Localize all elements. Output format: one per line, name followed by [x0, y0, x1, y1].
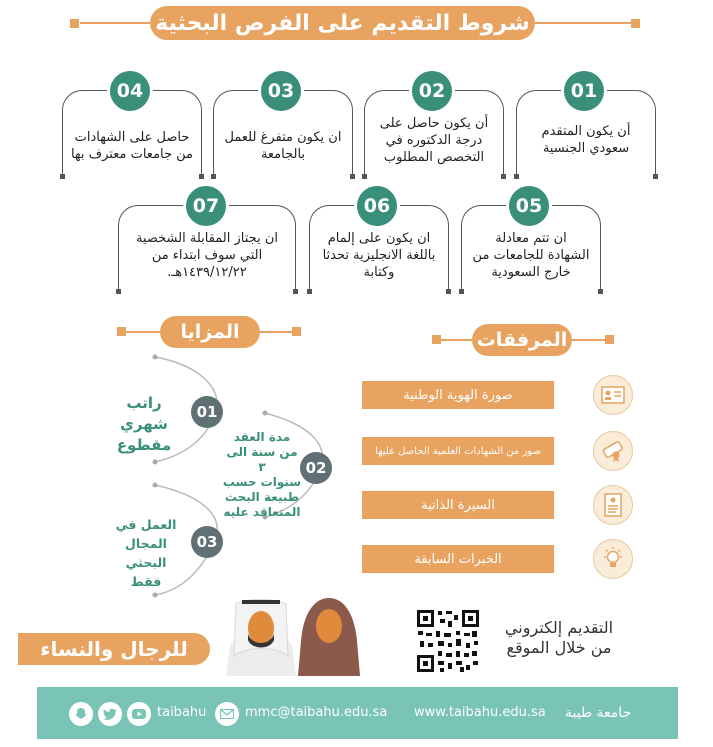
title-deco-line-left — [80, 22, 150, 24]
condition-01-line-1: أن يكون المتقدم — [541, 124, 631, 139]
advantage-02-line-2: من سنة الى ٣ — [226, 445, 298, 474]
advantages-deco-line-left — [126, 331, 164, 333]
man-figure-icon — [226, 596, 296, 676]
attachments-deco-dot-left — [432, 335, 441, 344]
advantage-03-line-2: المجال البحثي — [125, 536, 167, 570]
advantage-03-line-3: فقط — [130, 574, 162, 589]
condition-06-line-3: وكتابة — [363, 265, 395, 280]
condition-05-line-3: خارج السعودية — [491, 265, 571, 280]
advantages-deco-line-right — [258, 331, 292, 333]
email-icon — [215, 702, 239, 726]
page-title: شروط التقديم على الفرص البحثية — [150, 6, 535, 40]
condition-02-line-2: درجة الدكتوره في — [385, 133, 483, 148]
lightbulb-icon — [593, 539, 633, 579]
condition-02-line-1: أن يكون حاصل على — [379, 116, 489, 131]
advantages-deco-dot-left — [117, 327, 126, 336]
advantage-text-01 — [100, 393, 188, 456]
snapchat-icon[interactable] — [69, 702, 93, 726]
qr-code[interactable] — [416, 609, 480, 673]
attachments-title: المرفقات — [472, 324, 572, 356]
advantage-02-line-4: طبيعة البحث — [224, 490, 300, 504]
condition-03-line-2: بالجامعة — [260, 147, 306, 162]
condition-04-line-1: حاصل على الشهادات — [74, 130, 190, 145]
condition-06-line-2: باللغة الانجليزية تحدثا — [322, 248, 436, 263]
title-deco-line-right — [535, 22, 631, 24]
attachment-bar-4: الخبرات السابقة — [362, 545, 554, 573]
footer-social-handle: taibahu — [157, 705, 207, 720]
attachment-bar-3: السيرة الذاتية — [362, 491, 554, 519]
attachment-bar-1: صورة الهوية الوطنية — [362, 381, 554, 409]
audience-banner: للرجال والنساء — [18, 633, 210, 665]
advantages-deco-dot-right — [292, 327, 301, 336]
advantage-badge-01: 01 — [191, 396, 223, 428]
advantage-text-03 — [103, 515, 189, 591]
attachments-deco-line-right — [571, 339, 605, 341]
condition-05-line-1: ان تتم معادلة — [495, 231, 567, 246]
condition-badge-02: 02 — [409, 68, 455, 114]
title-deco-dot-right — [631, 19, 640, 28]
condition-badge-05: 05 — [506, 183, 552, 229]
condition-03-line-1: ان يكون متفرغ للعمل — [224, 130, 342, 145]
attachment-bar-2: صور من الشهادات العلمية الحاصل عليها — [362, 437, 554, 465]
advantages-title: المزايا — [160, 316, 260, 348]
advantage-badge-03: 03 — [191, 526, 223, 558]
twitter-icon[interactable] — [98, 702, 122, 726]
footer-website-link[interactable]: www.taibahu.edu.sa — [414, 705, 546, 720]
advantage-text-02 — [222, 430, 302, 520]
condition-05-line-2: الشهادة للجامعات من — [472, 248, 590, 263]
advantage-01-line-2: مقطوع — [116, 436, 172, 454]
apply-line-1: التقديم إلكتروني — [504, 618, 614, 637]
condition-badge-04: 04 — [107, 68, 153, 114]
condition-07-line-3: ١٤٣٩/١٢/٢٢هـ. — [167, 265, 247, 280]
certificate-icon — [593, 431, 633, 471]
youtube-icon[interactable] — [127, 702, 151, 726]
condition-02-line-3: التخصص المطلوب — [383, 150, 485, 165]
condition-06-line-1: ان يكون على إلمام — [327, 231, 431, 246]
woman-figure-icon — [298, 596, 360, 676]
condition-07-line-2: التي سوف ابتداء من — [151, 248, 263, 263]
condition-04-line-2: من جامعات معترف بها — [70, 147, 194, 162]
condition-badge-07: 07 — [183, 183, 229, 229]
condition-badge-01: 01 — [561, 68, 607, 114]
attachments-deco-dot-right — [605, 335, 614, 344]
condition-badge-03: 03 — [258, 68, 304, 114]
advantage-03-line-1: العمل في — [115, 517, 177, 532]
condition-01-line-2: سعودي الجنسية — [542, 141, 630, 156]
advantage-02-line-5: المتعاقد عليه — [223, 505, 301, 519]
apply-text — [490, 618, 628, 658]
advantage-01-line-1: راتب شهري — [120, 394, 168, 433]
condition-badge-06: 06 — [354, 183, 400, 229]
attachments-deco-line-left — [441, 339, 473, 341]
advantage-02-line-3: سنوات حسب — [222, 475, 302, 489]
cv-document-icon — [593, 485, 633, 525]
footer-email-link[interactable]: mmc@taibahu.edu.sa — [245, 705, 388, 720]
id-card-icon — [593, 375, 633, 415]
footer-university: جامعة طيبة — [565, 705, 632, 721]
apply-line-2: من خلال الموقع — [506, 638, 612, 657]
condition-07-line-1: ان يجتاز المقابلة الشخصية — [136, 231, 278, 246]
advantage-badge-02: 02 — [300, 452, 332, 484]
title-deco-dot-left — [70, 19, 79, 28]
advantage-02-line-1: مدة العقد — [233, 430, 291, 444]
